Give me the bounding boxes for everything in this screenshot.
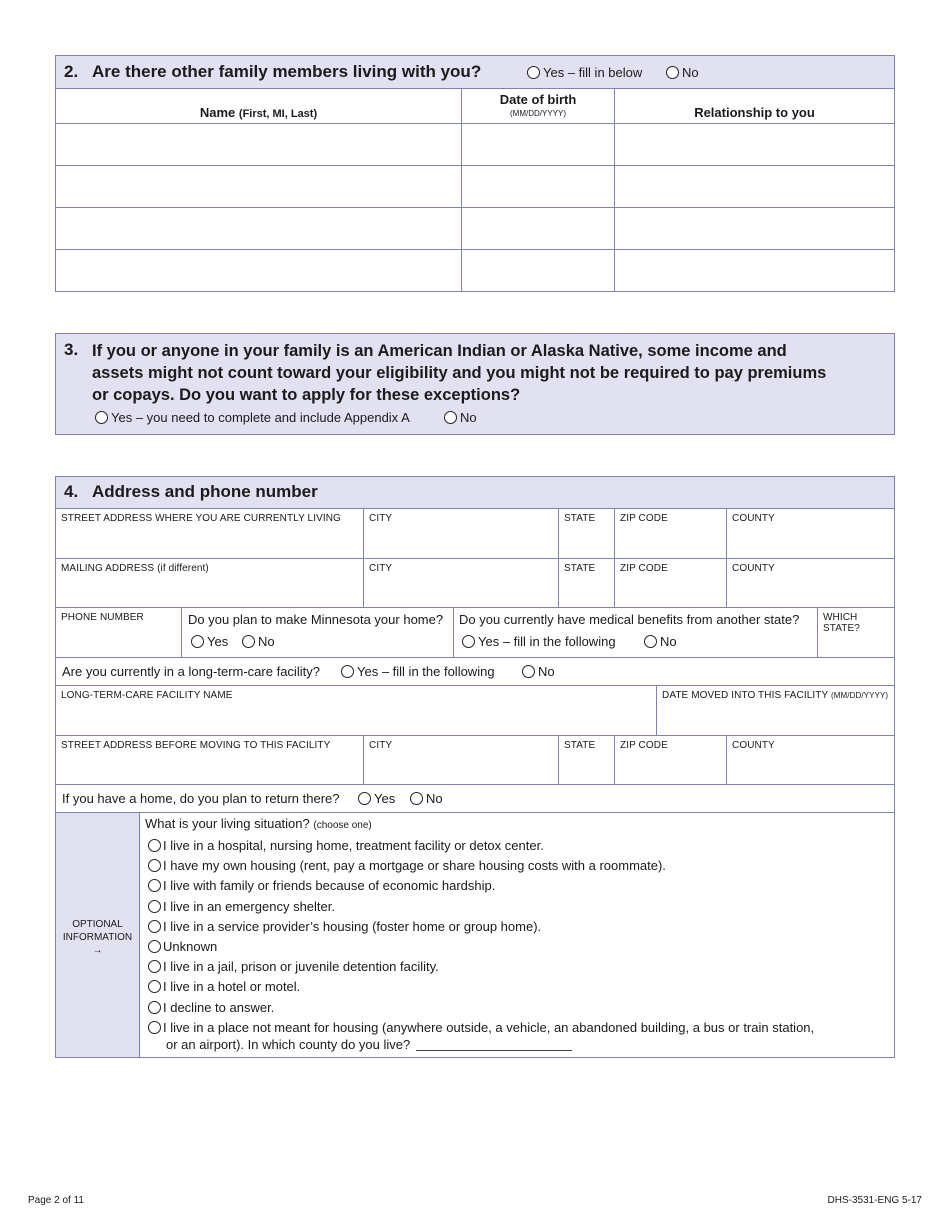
living-situation xyxy=(141,813,894,1057)
family-row-2-relationship[interactable] xyxy=(615,166,894,208)
family-row-4-relationship[interactable] xyxy=(615,250,894,291)
radio-icon[interactable] xyxy=(148,920,161,933)
family-row-2-dob[interactable] xyxy=(462,166,615,208)
mailing-zip-field[interactable]: ZIP CODE xyxy=(615,559,727,608)
phone-field[interactable]: PHONE NUMBER xyxy=(56,608,182,658)
family-row-1-relationship[interactable] xyxy=(615,124,894,166)
section-2-number: 2. xyxy=(64,62,79,81)
section-3 xyxy=(55,333,895,435)
other-state-no-option[interactable]: No xyxy=(644,634,677,649)
optional-info-label: OPTIONAL INFORMATION → xyxy=(56,813,140,1057)
col-dob-header: Date of birth (MM/DD/YYYY) xyxy=(462,89,615,124)
page-number: Page 2 of 11 xyxy=(28,1195,84,1206)
facility-name-field[interactable]: LONG-TERM-CARE FACILITY NAME xyxy=(56,686,657,736)
section-4 xyxy=(55,476,895,1058)
section-2-header xyxy=(56,56,894,89)
radio-icon[interactable] xyxy=(148,879,161,892)
family-row-4-dob[interactable] xyxy=(462,250,615,291)
return-home-row: If you have a home, do you plan to return there? Yes No xyxy=(56,785,894,813)
section-3-question: If you or anyone in your family is an American Indian or Alaska Native, some income and assets might not count toward your eligibility and you might not be required to pay premiums or copays. Do you want to apply for these exceptions? xyxy=(92,342,827,404)
radio-icon[interactable] xyxy=(527,66,540,79)
prior-state-field[interactable]: STATE xyxy=(559,736,615,785)
living-option[interactable]: I live in a place not meant for housing (anywhere outside, a vehicle, an abandoned building, a bus or train station, xyxy=(148,1019,814,1036)
prior-city-field[interactable]: CITY xyxy=(364,736,559,785)
radio-icon[interactable] xyxy=(666,66,679,79)
family-row-3-dob[interactable] xyxy=(462,208,615,250)
section-2 xyxy=(55,55,895,292)
section-4-number: 4. xyxy=(64,482,79,501)
radio-icon[interactable] xyxy=(95,411,108,424)
radio-icon[interactable] xyxy=(148,960,161,973)
county-input[interactable] xyxy=(416,1038,572,1051)
return-yes-option[interactable]: Yes xyxy=(358,791,395,806)
living-option[interactable]: I decline to answer. xyxy=(148,998,814,1018)
family-row-1-dob[interactable] xyxy=(462,124,615,166)
section-3-number: 3. xyxy=(64,340,79,359)
form-id: DHS-3531-ENG 5-17 xyxy=(827,1195,922,1206)
mailing-street-field[interactable]: MAILING ADDRESS (if different) xyxy=(56,559,364,608)
mailing-county-field[interactable]: COUNTY xyxy=(727,559,894,608)
ltc-no-option[interactable]: No xyxy=(522,664,555,679)
radio-icon[interactable] xyxy=(148,940,161,953)
mn-home-no-option[interactable]: No xyxy=(242,634,275,649)
radio-icon[interactable] xyxy=(410,792,423,805)
living-option[interactable]: I live with family or friends because of economic hardship. xyxy=(148,876,814,896)
family-row-3-name[interactable] xyxy=(56,208,462,250)
exceptions-no-option[interactable]: No xyxy=(444,410,477,425)
prior-street-field[interactable]: STREET ADDRESS BEFORE MOVING TO THIS FACILITY xyxy=(56,736,364,785)
radio-icon[interactable] xyxy=(148,1001,161,1014)
return-no-option[interactable]: No xyxy=(410,791,443,806)
living-option-continuation: or an airport). In which county do you live? xyxy=(148,1036,814,1053)
col-name-header: Name (First, MI, Last) xyxy=(56,89,462,124)
date-moved-field[interactable]: DATE MOVED INTO THIS FACILITY (MM/DD/YYYY) xyxy=(657,686,894,736)
family-no-option[interactable]: No xyxy=(666,65,699,80)
current-county-field[interactable]: COUNTY xyxy=(727,509,894,559)
family-row-1-name[interactable] xyxy=(56,124,462,166)
prior-county-field[interactable]: COUNTY xyxy=(727,736,894,785)
radio-icon[interactable] xyxy=(462,635,475,648)
radio-icon[interactable] xyxy=(191,635,204,648)
which-state-field[interactable]: WHICH STATE? xyxy=(818,608,894,658)
other-state-yes-option[interactable]: Yes – fill in the following xyxy=(462,634,616,649)
mailing-state-field[interactable]: STATE xyxy=(559,559,615,608)
living-option[interactable]: I live in a hotel or motel. xyxy=(148,977,814,997)
family-row-2-name[interactable] xyxy=(56,166,462,208)
prior-zip-field[interactable]: ZIP CODE xyxy=(615,736,727,785)
exceptions-yes-option[interactable]: Yes – you need to complete and include Appendix A xyxy=(95,410,410,425)
living-option[interactable]: Unknown xyxy=(148,937,814,957)
radio-icon[interactable] xyxy=(242,635,255,648)
section-4-title: Address and phone number xyxy=(92,482,318,501)
radio-icon[interactable] xyxy=(148,900,161,913)
other-state-question: Do you currently have medical benefits from another state? Yes – fill in the following No xyxy=(454,608,818,658)
living-option[interactable]: I live in a hospital, nursing home, treatment facility or detox center. xyxy=(148,836,814,856)
current-state-field[interactable]: STATE xyxy=(559,509,615,559)
mailing-city-field[interactable]: CITY xyxy=(364,559,559,608)
living-option[interactable]: I live in a service provider’s housing (foster home or group home). xyxy=(148,917,814,937)
family-yes-option[interactable]: Yes – fill in below xyxy=(527,65,642,80)
current-zip-field[interactable]: ZIP CODE xyxy=(615,509,727,559)
radio-icon[interactable] xyxy=(148,1021,161,1034)
radio-icon[interactable] xyxy=(522,665,535,678)
radio-icon[interactable] xyxy=(358,792,371,805)
family-row-3-relationship[interactable] xyxy=(615,208,894,250)
living-option[interactable]: I live in an emergency shelter. xyxy=(148,897,814,917)
radio-icon[interactable] xyxy=(444,411,457,424)
section-4-header xyxy=(56,477,894,509)
current-city-field[interactable]: CITY xyxy=(364,509,559,559)
ltc-question-row: Are you currently in a long-term-care facility? Yes – fill in the following No xyxy=(56,658,894,686)
radio-icon[interactable] xyxy=(148,859,161,872)
ltc-yes-option[interactable]: Yes – fill in the following xyxy=(341,664,495,679)
arrow-right-icon: → xyxy=(92,945,103,956)
radio-icon[interactable] xyxy=(148,839,161,852)
living-option[interactable]: I live in a jail, prison or juvenile detention facility. xyxy=(148,957,814,977)
family-row-4-name[interactable] xyxy=(56,250,462,291)
radio-icon[interactable] xyxy=(148,980,161,993)
col-relationship-header: Relationship to you xyxy=(615,89,894,124)
living-question: What is your living situation? (choose one) xyxy=(145,816,372,831)
living-options xyxy=(148,836,814,1053)
living-option[interactable]: I have my own housing (rent, pay a mortgage or share housing costs with a roommate). xyxy=(148,856,814,876)
mn-home-yes-option[interactable]: Yes xyxy=(191,634,228,649)
radio-icon[interactable] xyxy=(644,635,657,648)
radio-icon[interactable] xyxy=(341,665,354,678)
section-2-question: Are there other family members living with you? xyxy=(92,62,482,81)
mn-home-question: Do you plan to make Minnesota your home? Yes No xyxy=(182,608,454,658)
current-street-field[interactable]: STREET ADDRESS WHERE YOU ARE CURRENTLY LIVING xyxy=(56,509,364,559)
